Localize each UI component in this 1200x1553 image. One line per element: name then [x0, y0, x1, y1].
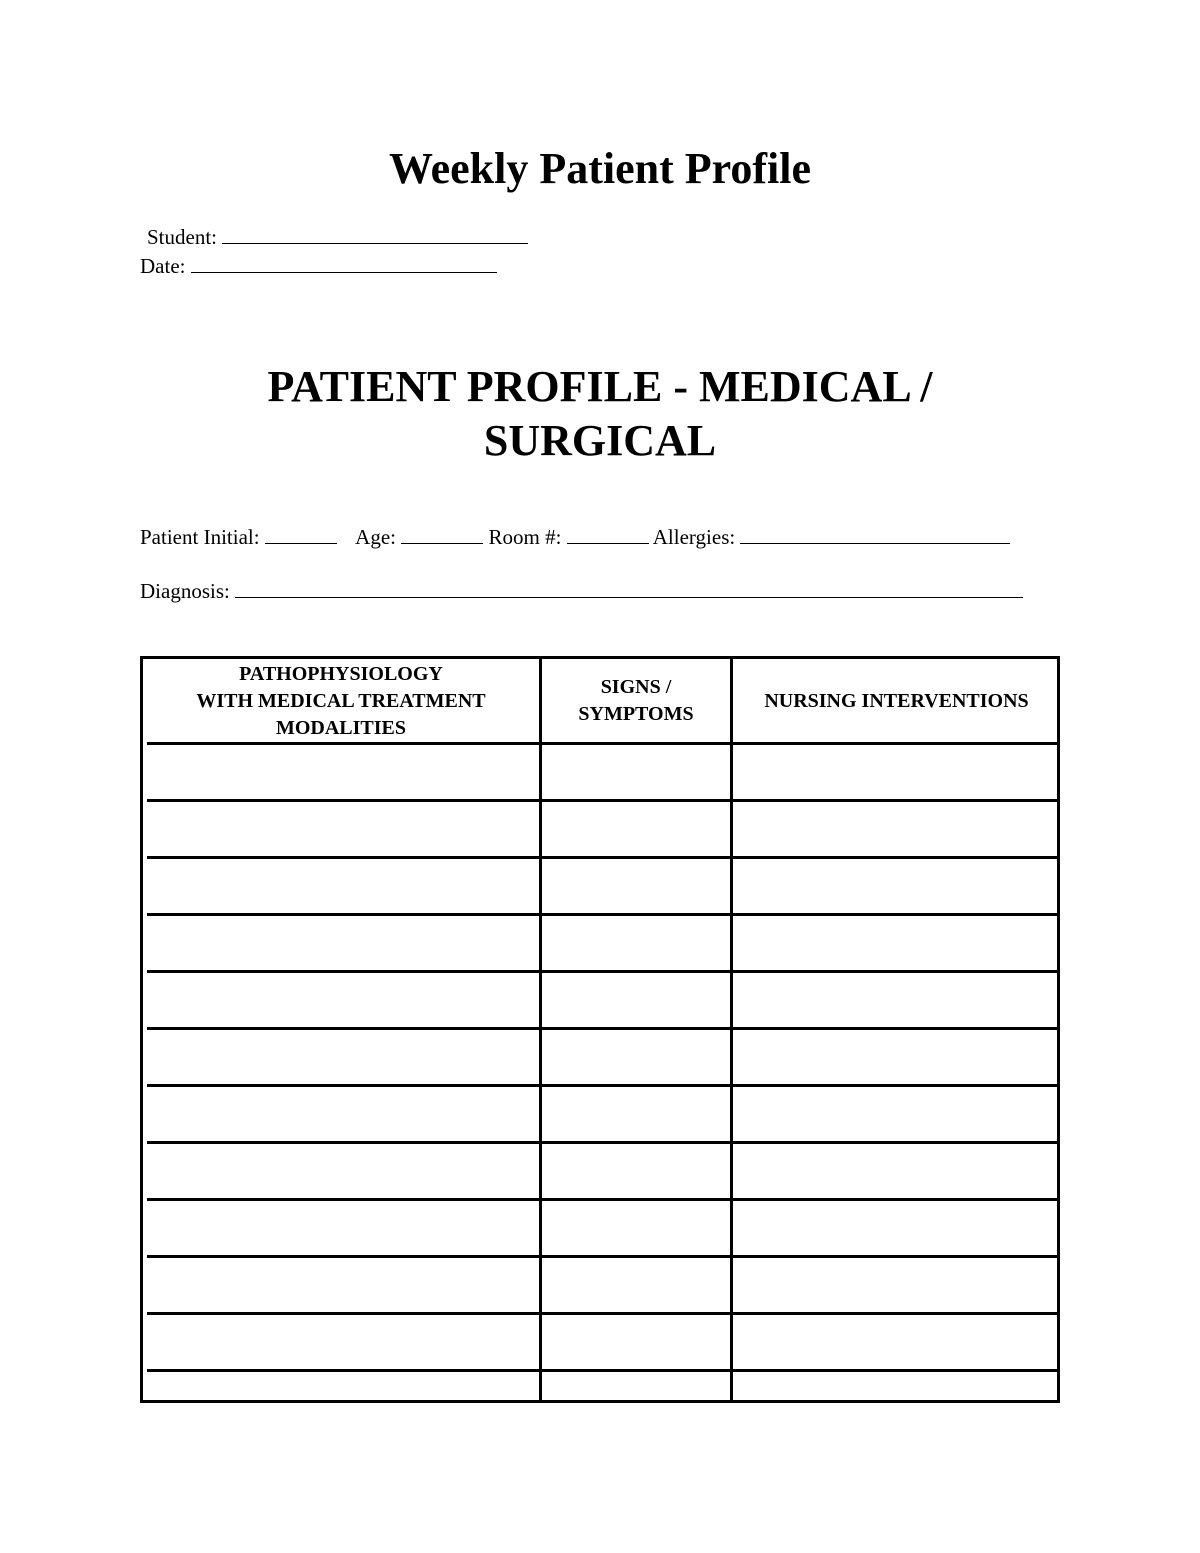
student-label: Student: — [147, 225, 218, 249]
student-blank[interactable] — [222, 225, 528, 244]
date-blank[interactable] — [191, 254, 497, 273]
row-separator — [147, 799, 1057, 802]
page-title: Weekly Patient Profile — [389, 144, 811, 193]
row-separator — [147, 1369, 1057, 1372]
room-label: Room #: — [488, 525, 562, 549]
diagnosis-blank[interactable] — [235, 579, 1023, 598]
header-nursing-interventions: NURSING INTERVENTIONS — [764, 689, 1029, 712]
age-label: Age: — [355, 525, 396, 549]
section-title-line1: PATIENT PROFILE - MEDICAL / — [267, 362, 933, 411]
row-separator — [147, 1312, 1057, 1315]
student-field-row — [147, 224, 528, 250]
patient-info-row — [140, 524, 1010, 550]
row-separator — [147, 1198, 1057, 1201]
allergies-blank[interactable] — [740, 525, 1010, 544]
row-separator — [147, 1255, 1057, 1258]
section-title — [0, 360, 1200, 468]
patient-initial-blank[interactable] — [265, 525, 337, 544]
row-separator — [147, 856, 1057, 859]
diagnosis-label: Diagnosis: — [140, 579, 230, 603]
age-blank[interactable] — [401, 525, 483, 544]
row-separator — [147, 1141, 1057, 1144]
header-signs-symptoms: SIGNS / SYMPTOMS — [578, 676, 694, 725]
header-pathophysiology: PATHOPHYSIOLOGY WITH MEDICAL TREATMENT MODALITIES — [196, 662, 486, 739]
row-separator — [147, 913, 1057, 916]
date-field-row — [140, 253, 497, 279]
section-title-line2: SURGICAL — [483, 416, 717, 465]
allergies-label: Allergies: — [652, 525, 736, 549]
profile-table — [140, 656, 1060, 1403]
row-separator — [147, 970, 1057, 973]
row-separator — [147, 742, 1057, 745]
date-label: Date: — [140, 254, 186, 278]
patient-initial-label: Patient Initial: — [140, 525, 260, 549]
diagnosis-row — [140, 578, 1023, 604]
row-separator — [147, 1027, 1057, 1030]
row-separator — [147, 1084, 1057, 1087]
room-blank[interactable] — [567, 525, 649, 544]
